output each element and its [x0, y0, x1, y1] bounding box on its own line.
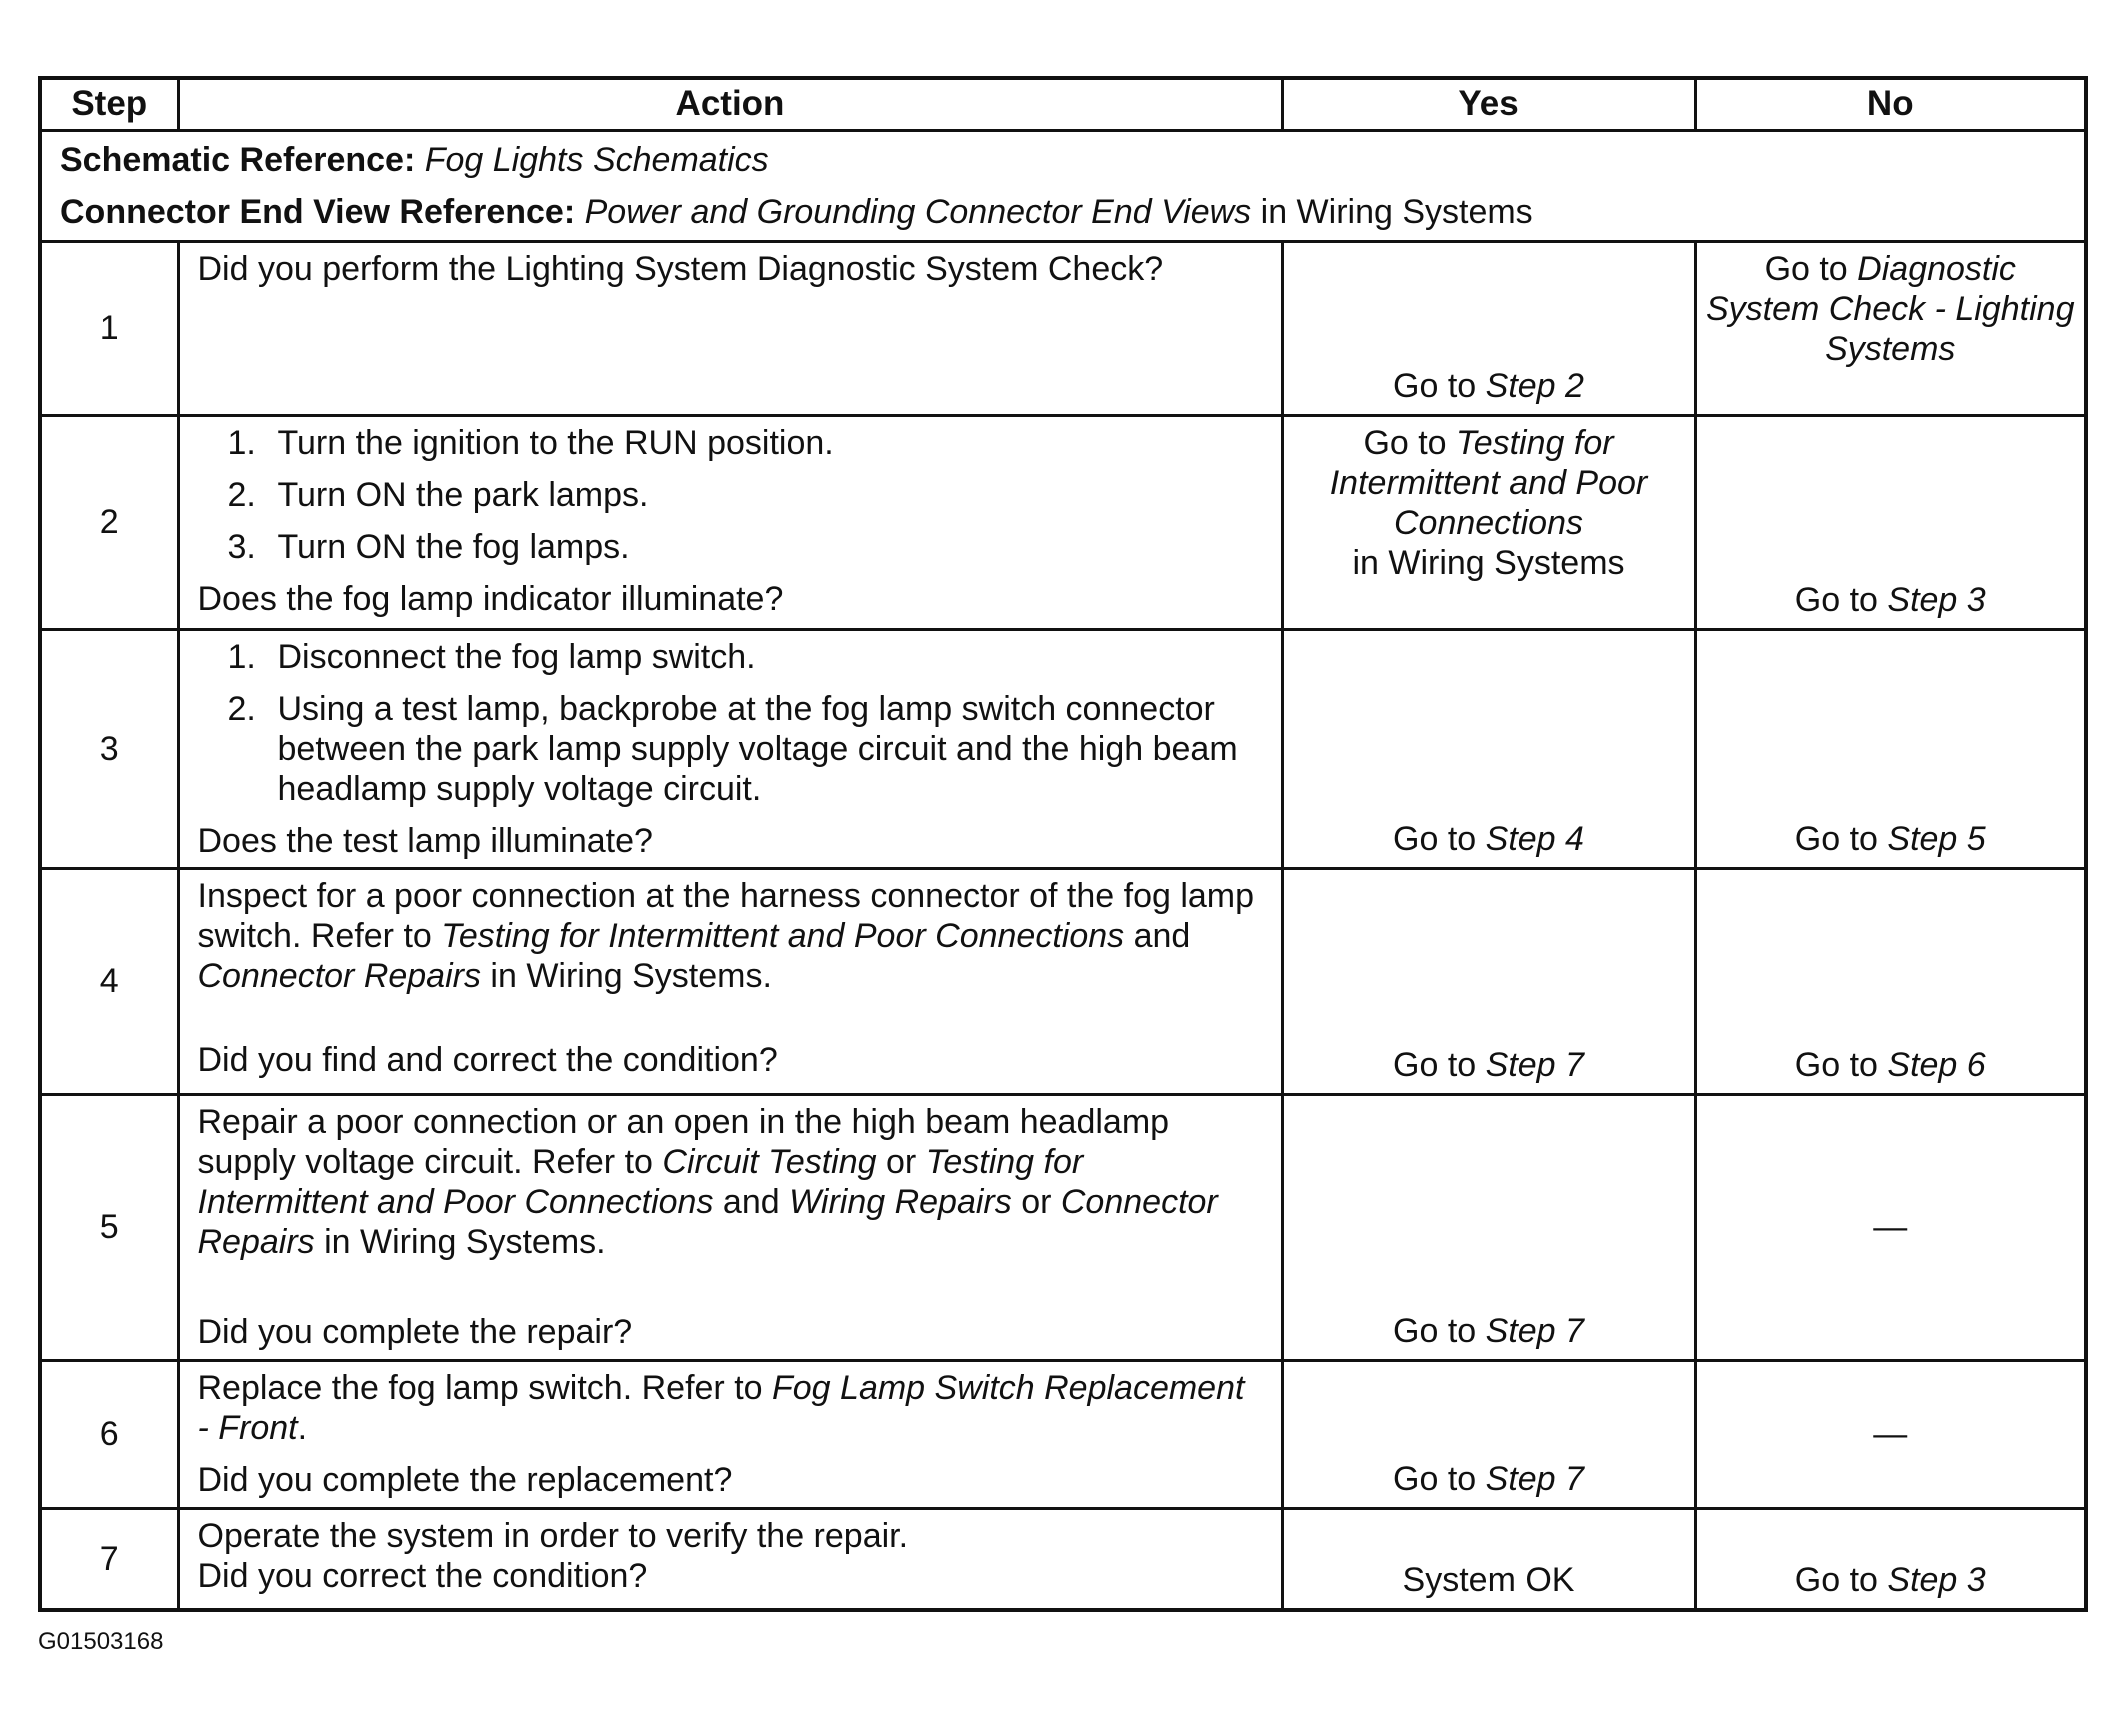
yes-cell	[1282, 1360, 1695, 1508]
instruction-text: in Wiring Systems.	[480, 956, 772, 995]
yes-cell	[1282, 415, 1695, 629]
no-prefix: Go to	[1794, 1045, 1888, 1084]
action-question: Does the fog lamp indicator illuminate?	[197, 579, 784, 618]
no-link[interactable]: Step 6	[1887, 1045, 1986, 1084]
header-yes: Yes	[1282, 78, 1695, 130]
yes-prefix: Go to	[1393, 1045, 1486, 1084]
no-cell: —	[1695, 1094, 2086, 1360]
step-number: 4	[40, 868, 178, 1094]
connector-reference-link[interactable]: Power and Grounding Connector End Views	[584, 192, 1252, 231]
yes-link[interactable]: Step 4	[1485, 819, 1584, 858]
schematic-reference-label: Schematic Reference:	[60, 140, 416, 179]
action-instruction	[198, 1368, 1263, 1448]
substep-number: 2.	[227, 689, 256, 728]
table-row	[40, 415, 2086, 629]
substep	[198, 637, 1263, 677]
reference-cell	[40, 130, 2086, 241]
yes-prefix: Go to	[1393, 366, 1486, 405]
instruction-text: Replace the fog lamp switch. Refer to	[197, 1368, 772, 1407]
action-instruction	[198, 1102, 1263, 1262]
no-link[interactable]: Step 5	[1887, 819, 1986, 858]
no-link[interactable]: Diagnostic System Check - Lighting Systems	[1706, 249, 2075, 368]
instruction-text: or	[876, 1142, 926, 1181]
table-row	[40, 868, 2086, 1094]
instruction-link[interactable]: Testing for Intermittent and Poor Connections	[441, 916, 1125, 955]
yes-cell	[1282, 241, 1695, 415]
yes-link[interactable]: Testing for Intermittent and Poor Connections	[1329, 423, 1648, 542]
substep-text: Turn ON the park lamps.	[277, 475, 649, 514]
yes-cell	[1282, 1094, 1695, 1360]
substep	[198, 475, 1263, 515]
substep-text: Using a test lamp, backprobe at the fog lamp switch connector between the park lamp supply voltage circuit and the high beam headlamp supply voltage circuit.	[277, 689, 1238, 808]
substep-number: 1.	[227, 423, 256, 462]
step-number: 3	[40, 629, 178, 868]
yes-suffix: in Wiring Systems	[1352, 543, 1625, 582]
action-cell	[178, 241, 1282, 415]
connector-reference	[60, 186, 2066, 238]
diagnostic-table	[38, 76, 2088, 1612]
table-row	[40, 1508, 2086, 1610]
action-question: Did you complete the replacement?	[197, 1460, 733, 1499]
connector-reference-label: Connector End View Reference:	[60, 192, 576, 231]
step-number: 1	[40, 241, 178, 415]
no-link[interactable]: Step 3	[1887, 580, 1986, 619]
action-question: Did you perform the Lighting System Diagnostic System Check?	[197, 249, 1164, 288]
step-number: 6	[40, 1360, 178, 1508]
header-step: Step	[40, 78, 178, 130]
no-cell	[1695, 868, 2086, 1094]
action-cell	[178, 1360, 1282, 1508]
figure-id: G01503168	[38, 1628, 164, 1655]
yes-prefix: Go to	[1393, 819, 1486, 858]
header-action: Action	[178, 78, 1282, 130]
yes-link[interactable]: Step 7	[1485, 1045, 1584, 1084]
substep-number: 2.	[227, 475, 256, 514]
table-row	[40, 1360, 2086, 1508]
action-cell	[178, 868, 1282, 1094]
instruction-link[interactable]: Testing for Intermittent and Poor Connections	[197, 1142, 1084, 1221]
step-number: 2	[40, 415, 178, 629]
yes-cell	[1282, 629, 1695, 868]
action-question: Does the test lamp illuminate?	[197, 821, 653, 860]
header-no: No	[1695, 78, 2086, 130]
action-question: Did you correct the condition?	[197, 1556, 648, 1595]
no-cell: —	[1695, 1360, 2086, 1508]
instruction-text: Inspect for a poor connection at the harness connector of the fog lamp switch. Refer to	[197, 876, 1255, 955]
substep-text: Disconnect the fog lamp switch.	[277, 637, 756, 676]
no-cell	[1695, 241, 2086, 415]
instruction-text: Repair a poor connection or an open in the high beam headlamp supply voltage circuit. Refer to	[197, 1102, 1170, 1181]
yes-cell: System OK	[1282, 1508, 1695, 1610]
no-link[interactable]: Step 3	[1887, 1561, 1986, 1599]
instruction-text: .	[297, 1408, 308, 1447]
yes-link[interactable]: Step 2	[1485, 366, 1584, 405]
table-row	[40, 629, 2086, 868]
action-cell	[178, 1094, 1282, 1360]
table-row	[40, 241, 2086, 415]
yes-link[interactable]: Step 7	[1485, 1311, 1584, 1350]
substep-text: Turn ON the fog lamps.	[277, 527, 630, 566]
substep-number: 1.	[227, 637, 256, 676]
instruction-link[interactable]: Connector Repairs	[197, 1182, 1218, 1261]
action-question: Did you find and correct the condition?	[197, 1040, 778, 1079]
action-cell	[178, 629, 1282, 868]
action-instruction	[198, 876, 1263, 996]
instruction-text: and	[713, 1182, 790, 1221]
action-question: Did you complete the repair?	[197, 1312, 633, 1351]
yes-cell	[1282, 868, 1695, 1094]
action-instruction: Operate the system in order to verify the repair.	[197, 1516, 909, 1555]
no-cell	[1695, 415, 2086, 629]
instruction-link[interactable]: Connector Repairs	[197, 956, 481, 995]
no-cell	[1695, 1508, 2086, 1610]
substep-number: 3.	[227, 527, 256, 566]
schematic-reference	[60, 134, 2066, 186]
action-cell	[178, 415, 1282, 629]
substep-text: Turn the ignition to the RUN position.	[277, 423, 834, 462]
instruction-link[interactable]: Fog Lamp Switch Replacement - Front	[197, 1368, 1245, 1447]
substep	[198, 527, 1263, 567]
instruction-text: in Wiring Systems.	[314, 1222, 606, 1261]
connector-reference-suffix: in Wiring Systems	[1251, 192, 1533, 231]
step-number: 5	[40, 1094, 178, 1360]
instruction-link[interactable]: Wiring Repairs	[789, 1182, 1012, 1221]
instruction-link[interactable]: Circuit Testing	[662, 1142, 877, 1181]
action-cell	[178, 1508, 1282, 1610]
instruction-text: and	[1124, 916, 1191, 955]
substep	[198, 689, 1263, 809]
instruction-text: or	[1011, 1182, 1061, 1221]
no-prefix: Go to	[1764, 249, 1858, 288]
no-cell	[1695, 629, 2086, 868]
yes-prefix: Go to	[1393, 1459, 1486, 1498]
yes-link[interactable]: Step 7	[1485, 1459, 1584, 1498]
schematic-reference-link[interactable]: Fog Lights Schematics	[424, 140, 769, 179]
reference-row	[40, 130, 2086, 241]
yes-prefix: Go to	[1363, 423, 1457, 462]
no-prefix: Go to	[1794, 819, 1888, 858]
step-number: 7	[40, 1508, 178, 1610]
table-row	[40, 1094, 2086, 1360]
no-prefix: Go to	[1794, 580, 1888, 619]
yes-prefix: Go to	[1393, 1311, 1486, 1350]
header-row	[40, 78, 2086, 130]
substep	[198, 423, 1263, 463]
no-prefix: Go to	[1794, 1561, 1888, 1599]
